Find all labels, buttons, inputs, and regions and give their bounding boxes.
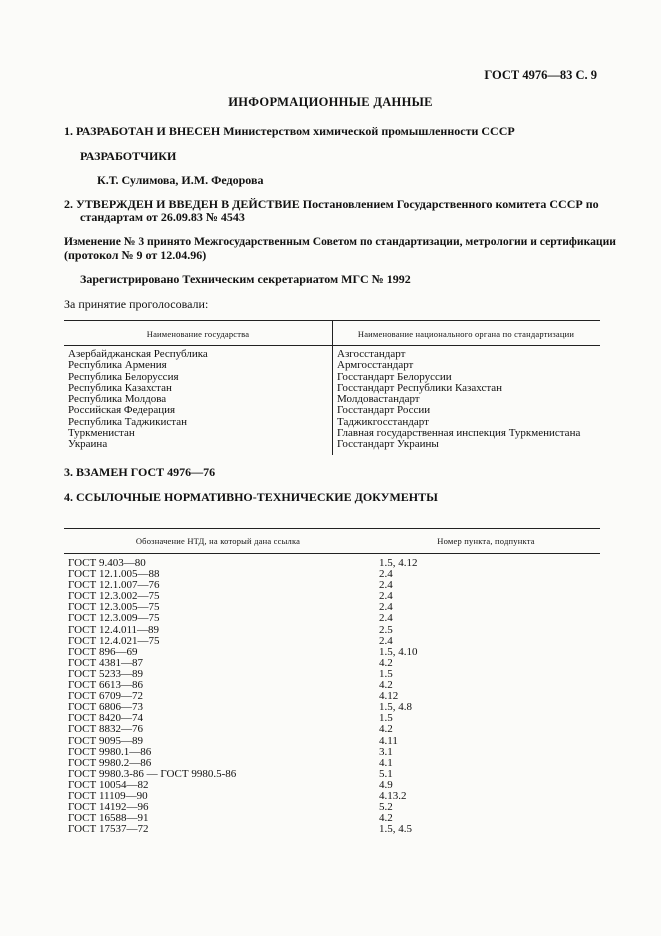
ref-document: ГОСТ 12.1.007—76 [68, 579, 160, 592]
ref-document: ГОСТ 5233—89 [68, 667, 143, 680]
list-item: Молдовастандарт [337, 393, 420, 406]
ref-document: ГОСТ 9980.1—86 [68, 745, 152, 758]
ref-document: ГОСТ 12.3.009—75 [68, 612, 160, 625]
ref-clause: 4.12 [379, 690, 399, 703]
voting-states-list [68, 349, 208, 451]
list-item: Госстандарт Белоруссии [337, 370, 452, 383]
table-row [68, 647, 588, 658]
list-item: Республика Белоруссия [68, 370, 179, 383]
ref-clause: 1.5, 4.10 [379, 645, 418, 658]
table-row [68, 736, 588, 747]
ref-document: ГОСТ 11109—90 [68, 789, 148, 802]
section-1-heading: 1. РАЗРАБОТАН И ВНЕСЕН Министерством химической промышленности СССР [64, 124, 515, 138]
ref-clause: 2.4 [379, 579, 393, 592]
voting-table-divider [332, 320, 333, 455]
change-line-1: Изменение № 3 принято Межгосударственным Советом по стандартизации, метрологии и сертификации [64, 235, 616, 248]
list-item: Госстандарт России [337, 404, 431, 417]
ref-document: ГОСТ 6709—72 [68, 690, 143, 703]
ref-clause: 4.2 [379, 679, 393, 692]
list-item: Азгосстандарт [337, 348, 406, 360]
table-row [68, 625, 588, 636]
list-item: Российская Федерация [68, 404, 176, 417]
ref-clause: 1.5 [379, 712, 393, 725]
list-item: Республика Казахстан [68, 381, 172, 394]
table-row [68, 702, 588, 713]
ref-clause: 1.5, 4.5 [379, 823, 412, 836]
voting-bodies-list [337, 349, 580, 451]
developers-label: РАЗРАБОТЧИКИ [80, 149, 177, 163]
developers-names: К.Т. Сулимова, И.М. Федорова [97, 173, 264, 187]
ref-clause: 2.4 [379, 612, 393, 625]
ref-document: ГОСТ 6613—86 [68, 679, 143, 692]
refs-table-body [68, 558, 588, 835]
section-2-line-2: стандартам от 26.09.83 № 4543 [80, 210, 245, 224]
table-row [68, 824, 588, 835]
ref-document: ГОСТ 896—69 [68, 645, 138, 658]
section-3-heading: 3. ВЗАМЕН ГОСТ 4976—76 [64, 465, 216, 479]
ref-document: ГОСТ 16588—91 [68, 812, 149, 825]
voted-label: За принятие проголосовали: [64, 297, 209, 311]
ref-clause: 4.1 [379, 756, 393, 769]
voting-col-header-state: Наименование государства [146, 329, 250, 339]
ref-document: ГОСТ 12.4.021—75 [68, 634, 160, 647]
ref-clause: 4.9 [379, 778, 393, 791]
voting-table-header-rule [64, 345, 600, 346]
ref-clause: 5.1 [379, 767, 393, 780]
refs-col-header-doc: Обозначение НТД, на который дана ссылка [135, 536, 301, 546]
ref-clause: 4.13.2 [379, 789, 407, 802]
page-title: ИНФОРМАЦИОННЫЕ ДАННЫЕ [228, 95, 433, 109]
ref-document: ГОСТ 12.3.002—75 [68, 590, 160, 603]
voting-col-header-body: Наименование национального органа по стандартизации [357, 329, 575, 339]
table-row [68, 680, 588, 691]
table-row [68, 724, 588, 735]
ref-document: ГОСТ 12.3.005—75 [68, 601, 160, 614]
ref-clause: 1.5, 4.8 [379, 701, 412, 714]
registration-note: Зарегистрировано Техническим секретариатом МГС № 1992 [80, 272, 411, 286]
list-item: Туркменистан [68, 427, 135, 440]
ref-clause: 3.1 [379, 745, 393, 758]
ref-document: ГОСТ 12.1.005—88 [68, 568, 160, 581]
ref-document: ГОСТ 14192—96 [68, 801, 149, 814]
ref-clause: 2.4 [379, 634, 393, 647]
ref-document: ГОСТ 9980.2—86 [68, 756, 152, 769]
ref-clause: 5.2 [379, 801, 393, 814]
ref-clause: 4.11 [379, 734, 398, 747]
ref-clause: 2.5 [379, 623, 393, 636]
ref-document: ГОСТ 4381—87 [68, 656, 143, 669]
list-item: Украина [68, 438, 108, 451]
ref-document: ГОСТ 9.403—80 [68, 557, 146, 569]
ref-clause: 1.5, 4.12 [379, 557, 418, 569]
ref-document: ГОСТ 9980.3-86 — ГОСТ 9980.5-86 [68, 767, 237, 780]
ref-document: ГОСТ 6806—73 [68, 701, 143, 714]
table-row [68, 613, 588, 624]
page-header: ГОСТ 4976—83 С. 9 [484, 68, 597, 82]
ref-clause: 4.2 [379, 723, 393, 736]
table-row [68, 658, 588, 669]
section-2-line-1: 2. УТВЕРЖДЕН И ВВЕДЕН В ДЕЙСТВИЕ Постановлением Государственного комитета СССР по [64, 197, 599, 211]
list-item: Республика Таджикистан [68, 415, 187, 428]
ref-document: ГОСТ 9095—89 [68, 734, 143, 747]
ref-document: ГОСТ 12.4.011—89 [68, 623, 160, 636]
refs-col-header-clause: Номер пункта, подпункта [437, 536, 535, 546]
list-item: Госстандарт Республики Казахстан [337, 381, 503, 394]
table-row [68, 713, 588, 724]
section-4-heading: 4. ССЫЛОЧНЫЕ НОРМАТИВНО-ТЕХНИЧЕСКИЕ ДОКУМЕНТЫ [64, 490, 438, 504]
ref-document: ГОСТ 10054—82 [68, 778, 149, 791]
refs-table-top-rule [64, 528, 600, 529]
ref-clause: 4.2 [379, 656, 393, 669]
table-row [68, 636, 588, 647]
ref-clause: 2.4 [379, 568, 393, 581]
ref-document: ГОСТ 8832—76 [68, 723, 143, 736]
list-item: Главная государственная инспекция Туркменистана [337, 427, 581, 440]
table-row [68, 691, 588, 702]
ref-clause: 2.4 [379, 601, 393, 614]
refs-table-header-rule [64, 553, 600, 554]
change-line-2: (протокол № 9 от 12.04.96) [64, 248, 207, 262]
list-item: Госстандарт Украины [337, 438, 439, 451]
ref-document: ГОСТ 17537—72 [68, 823, 149, 836]
ref-clause: 4.2 [379, 812, 393, 825]
list-item: Республика Армения [68, 359, 167, 372]
ref-document: ГОСТ 8420—74 [68, 712, 143, 725]
list-item: Республика Молдова [68, 393, 167, 406]
list-item: Азербайджанская Республика [68, 348, 208, 360]
table-row [68, 669, 588, 680]
ref-clause: 2.4 [379, 590, 393, 603]
list-item: Таджикгосстандарт [337, 415, 429, 428]
ref-clause: 1.5 [379, 667, 393, 680]
list-item: Армгосстандарт [337, 359, 414, 372]
